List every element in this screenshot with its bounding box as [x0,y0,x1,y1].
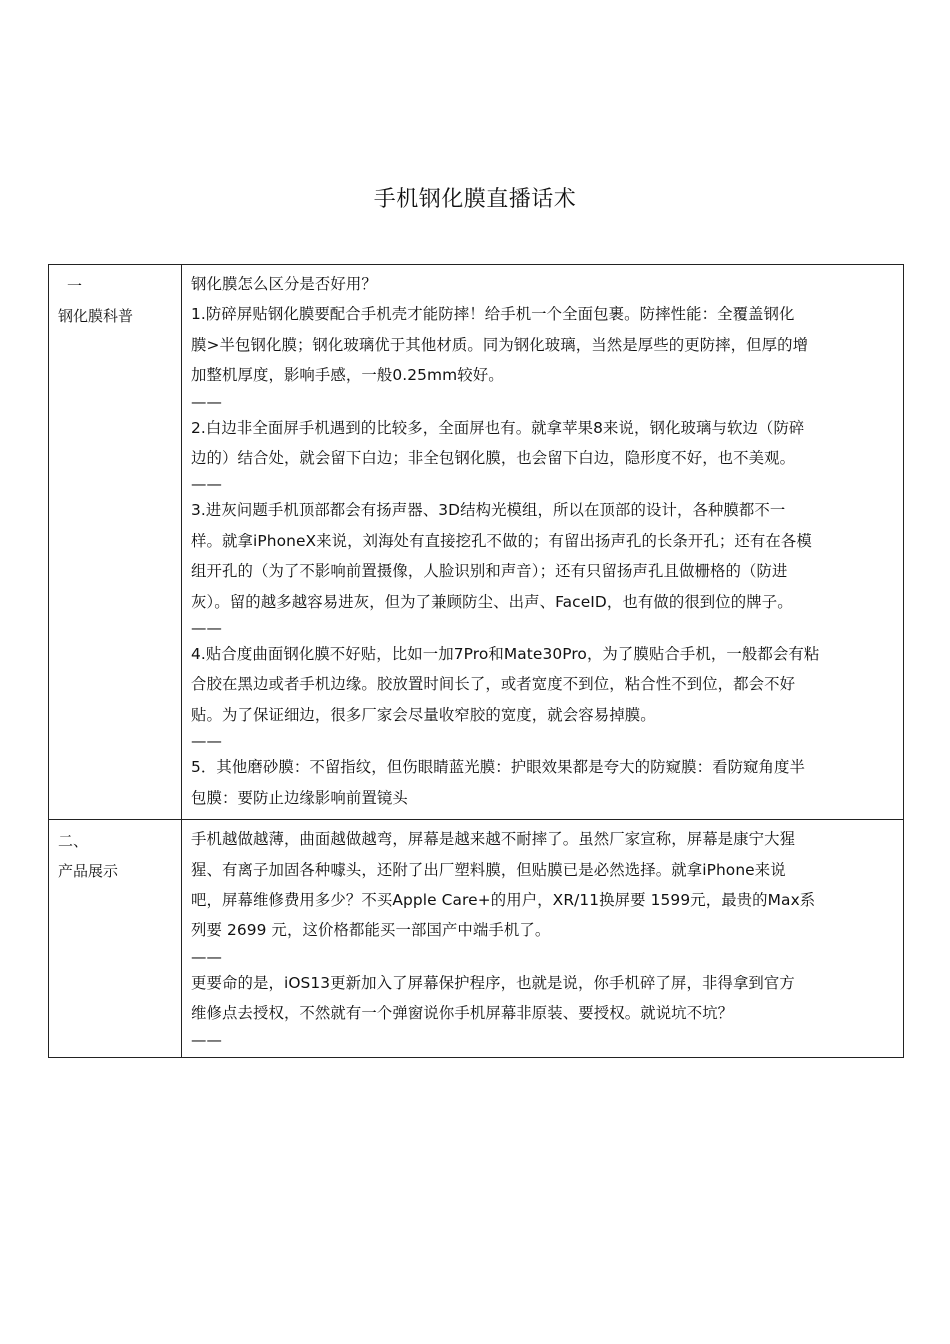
section-label-cell [49,265,182,820]
script-table [48,264,904,1058]
content-paragraph: 更要命的是，iOS13更新加入了屏幕保护程序，也就是说，你手机碎了屏，非得拿到官方 维修点去授权，不然就有一个弹窗说你手机屏幕非原装、要授权。就说坑不坑？ [191,973,795,1023]
separator: —— [191,1030,222,1049]
content-paragraph: 2.白边非全面屏手机遇到的比较多，全面屏也有。就拿苹果8来说，钢化玻璃与软边（防碎 边的）结合处，就会留下白边；非全包钢化膜，也会留下白边，隐形度不好，也不美观。 [191,418,805,468]
section-question: 钢化膜怎么区分是否好用？ [191,275,377,293]
table-row [49,820,904,1057]
content-paragraph: 3.进灰问题手机顶部都会有扬声器、3D结构光模组，所以在顶部的设计，各种膜都不一 样。就拿iPhoneX来说，刘海处有直接挖孔不做的；有留出扬声孔的长条开孔；还有在各模 组开孔的（为了不影响前置摄像，人脸识别和声音）；还有只留扬声孔且做栅格的（防进 灰）。留的越多越容易进灰，但为了兼顾防尘、出声、FaceID，也有做的很到位的牌子。 [191,501,812,611]
section-number: 二、 [58,832,89,851]
section-content-cell [182,820,904,1057]
separator: —— [191,947,222,966]
content-paragraph: 手机越做越薄，曲面越做越弯，屏幕是越来越不耐摔了。虽然厂家宣称，屏幕是康宁大猩 猩、有离子加固各种噱头，还附了出厂塑料膜，但贴膜已是必然选择。就拿iPhone来说 吧，屏幕维修费用多少？不买Apple Care+的用户，XR/11换屏要 1599元，最贵的Max系 列要 2699 元，这价格都能买一部国产中端手机了。 [191,830,816,940]
section-label: 产品展示 [58,862,119,881]
separator: —— [191,475,222,494]
separator: —— [191,619,222,638]
content-paragraph: 4.贴合度曲面钢化膜不好贴，比如一加7Pro和Mate30Pro，为了膜贴合手机，一般都会有粘 合胶在黑边或者手机边缘。胶放置时间长了，或者宽度不到位，粘合性不到位，都会不好 贴。为了保证细边，很多厂家会尽量收窄胶的宽度，就会容易掉膜。 [191,645,820,724]
content-paragraph: 5．其他磨砂膜：不留指纹，但伤眼睛蓝光膜：护眼效果都是夸大的防窥膜：看防窥角度半 包膜：要防止边缘影响前置镜头 [191,758,806,807]
separator: —— [191,392,222,411]
section-number: 一 [67,277,83,295]
separator: —— [191,732,222,751]
page-title: 手机钢化膜直播话术 [373,187,577,212]
content-paragraph: 1.防碎屏贴钢化膜要配合手机壳才能防摔！给手机一个全面包裹。防摔性能：全覆盖钢化 膜>半包钢化膜；钢化玻璃优于其他材质。同为钢化玻璃，当然是厚些的更防摔，但厚的增 加整机厚度，影响手感，一般0.25mm较好。 [191,305,809,385]
section-content-cell [182,265,904,820]
section-label-cell [49,820,182,1057]
section-label: 钢化膜科普 [58,307,134,325]
table-row [49,265,904,820]
